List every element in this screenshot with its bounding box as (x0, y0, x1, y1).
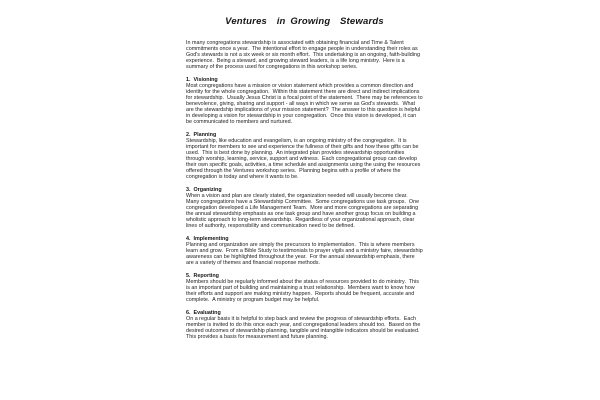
section-organizing (186, 187, 423, 229)
section-body-planning: Stewardship, like education and evangelism, is an ongoing ministry of the congregation. It is important for members to see and experience the fullness of their gifts and how these gifts can be used. This is best done by planning. An integrated plan provides stewardship opportunities through worship, learning, service, support and witness. Each congregational group can develop their own specific goals, activities, a time schedule and assignments using the using the resources offered through the Ventures workshop series. Planning begins with a profile of where the congregation is today and where it wants to be. (186, 138, 422, 180)
section-body-reporting: Members should be regularly informed about the status of resources provided to do ministry. This is an important part of building and maintaining a trust relationship. Members want to know how their efforts and support are making ministry happen. Reports should be frequent, accurate and complete. A ministry or program budget may be helpful. (186, 279, 421, 303)
section-body-visioning: Most congregations have a mission or vision statement which provides a common direction and identity for the whole congregation. Within this statement there are direct and indirect implications for stewardship. Usually Jesus Christ is a focal point of the statement. There may be references to benevolence, giving, sharing and support - all ways in which we serve as God's stewards. What are the stewardship implications of your mission statement? The answer to this question is helpful in developing a vision for stewardship in your congregation. Once this vision is developed, it can be communicated to members and nurtured. (186, 83, 425, 125)
section-heading-organizing: 3. Organizing (186, 187, 222, 193)
section-heading-planning: 2. Planning (186, 132, 217, 138)
section-heading-visioning: 1. Visioning (186, 77, 218, 83)
section-heading-implementing: 4. Implementing (186, 236, 229, 242)
document-content (186, 16, 423, 340)
section-body-evaluating: On a regular basis it is helpful to step back and review the progress of stewardship efforts. Each member is invited to do this once each year, and congregational leaders should too. Based on the desired outcomes of stewardship planning, tangible and intangible indicators should be evaluated. This provides a basis for measurement and future planning. (186, 316, 423, 340)
page-title: Ventures in Growing Stewards (225, 16, 384, 27)
section-heading-evaluating: 6. Evaluating (186, 310, 221, 316)
section-body-implementing: Planning and organization are simply the precursors to implementation. This is where members learn and grow. From a Bible Study to testimonials to prayer vigils and a ministry faire, stewardship awareness can be highlighted throughout the year. For the annual stewardship emphasis, there are a variety of themes and financial response methods. (186, 242, 425, 266)
section-implementing (186, 236, 423, 266)
intro-paragraph: In many congregations stewardship is associated with obtaining financial and Time & Talent commitments once a year. The intentional effort to engage people in understanding their roles as God's stewards is not a six week or six month effort. This undertaking is an ongoing, faith-building experience. Being a steward, and growing steward leaders, is a life long ministry. Here is a summary of the process used for congregations in this workshop series. (186, 40, 422, 70)
section-evaluating (186, 310, 423, 340)
section-planning (186, 132, 423, 180)
section-visioning (186, 77, 423, 125)
section-body-organizing: When a vision and plan are clearly stated, the organization needed will usually become clear. Many congregations have a Stewardship Committee. Some congregations use task groups. One congregation developed a Life Management Team. More and more congregations are separating the annual stewardship emphasis as one task group and have another group focus on building a wholistic approach to long-term stewardship. Regardless of your organizational approach, clear lines of authority, responsibility and communication need to be defined. (186, 193, 421, 229)
section-heading-reporting: 5. Reporting (186, 273, 219, 279)
section-reporting (186, 273, 423, 303)
